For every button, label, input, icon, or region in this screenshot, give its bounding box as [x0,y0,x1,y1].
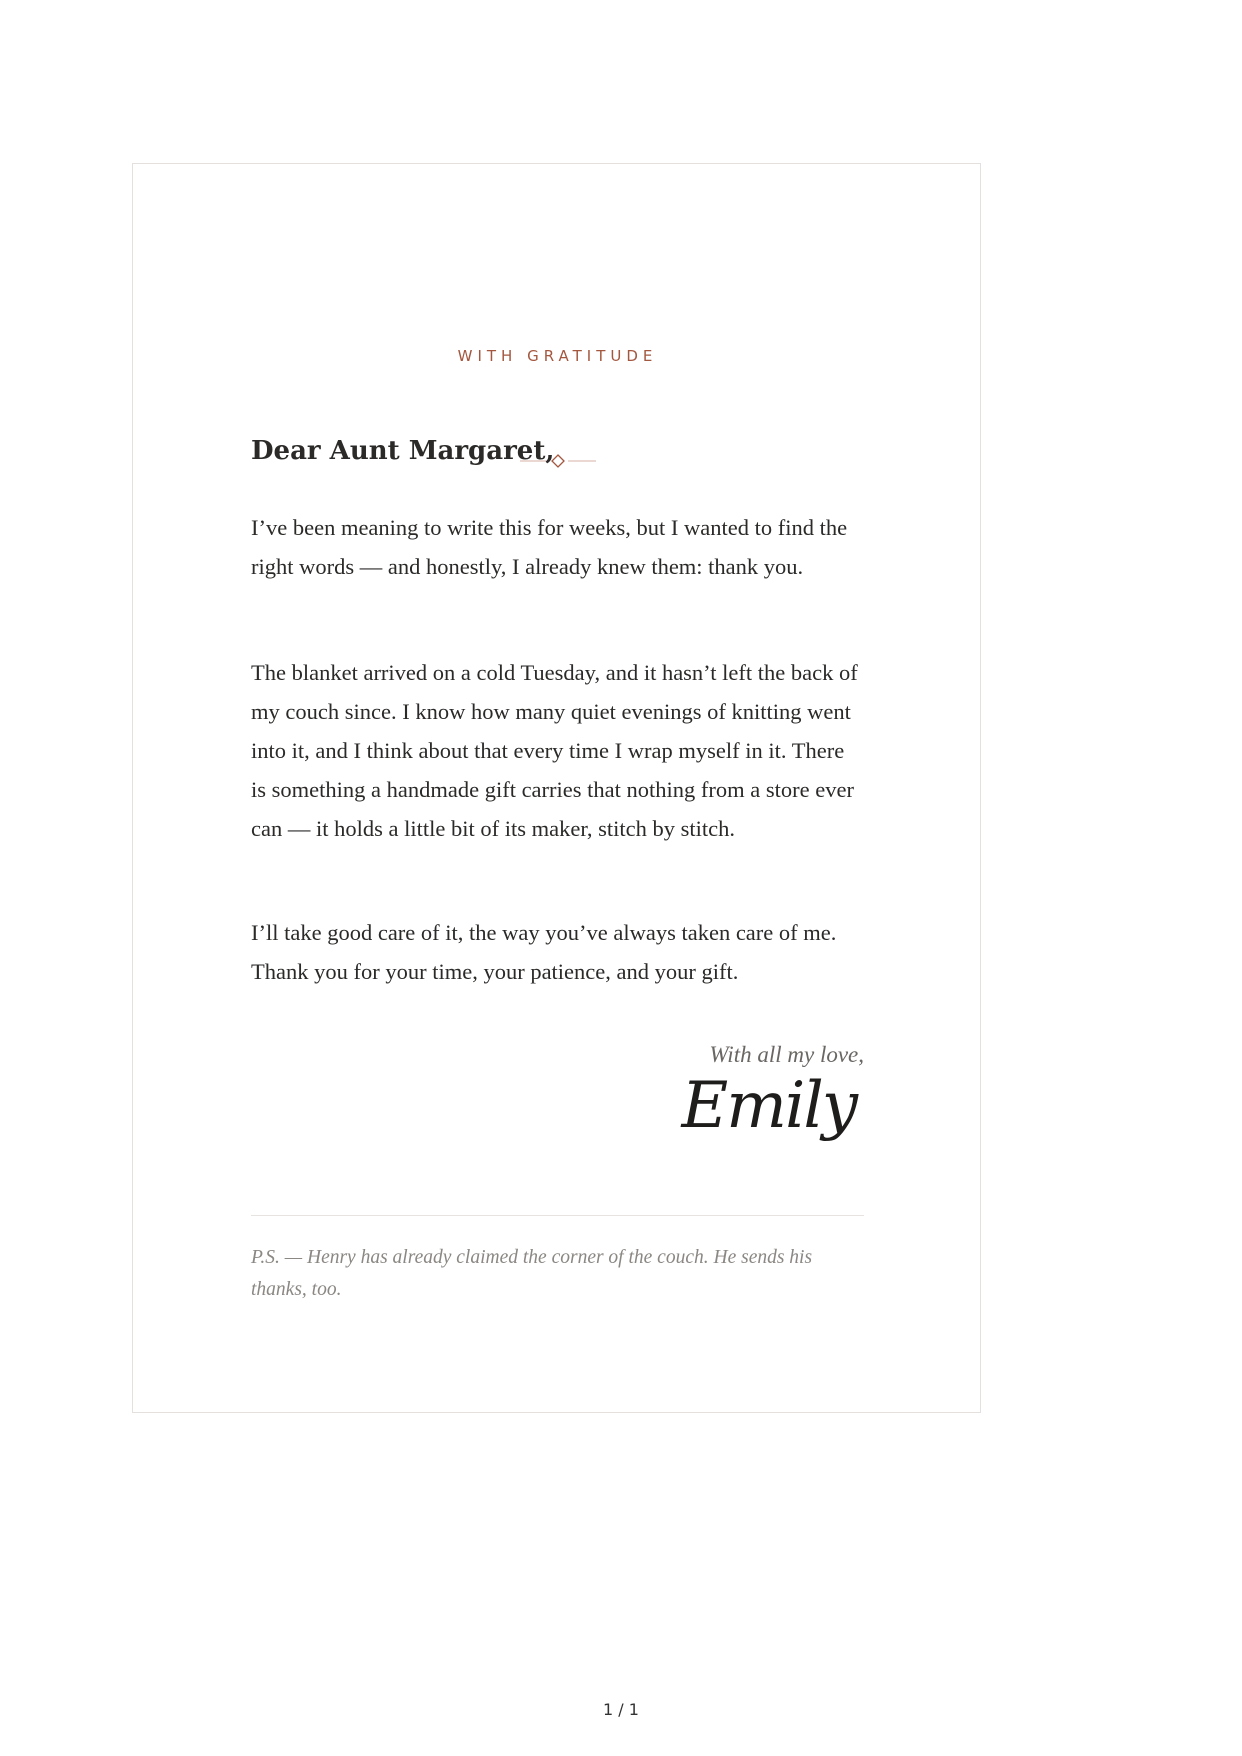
signature: Emily [681,1069,856,1143]
letter-paragraph: I’ve been meaning to write this for weeks, but I wanted to find the right words — and honestly, I already knew them: thank you. [251,515,848,579]
letter-paragraph: I’ll take good care of it, the way you’ve always taken care of me. Thank you for your time, your patience, and your gift. [251,920,837,984]
page-indicator: 1 / 1 [603,1700,639,1719]
postscript-divider [251,1215,864,1216]
postscript: P.S. — Henry has already claimed the corner of the couch. He sends his thanks, too. [251,1247,813,1300]
letter-eyebrow: WITH GRATITUDE [457,347,658,365]
letter-salutation: Dear Aunt Margaret, [251,436,555,466]
letter-closing: With all my love, [709,1042,864,1067]
letter-card [132,163,981,1413]
letter-paragraph: The blanket arrived on a cold Tuesday, and it hasn’t left the back of my couch since. I know how many quiet evenings of knitting went into it, and I think about that every time I wrap myself in it. There is something a handmade gift carries that nothing from a store ever can — it holds a little bit of its maker, stitch by stitch. [251,660,858,841]
